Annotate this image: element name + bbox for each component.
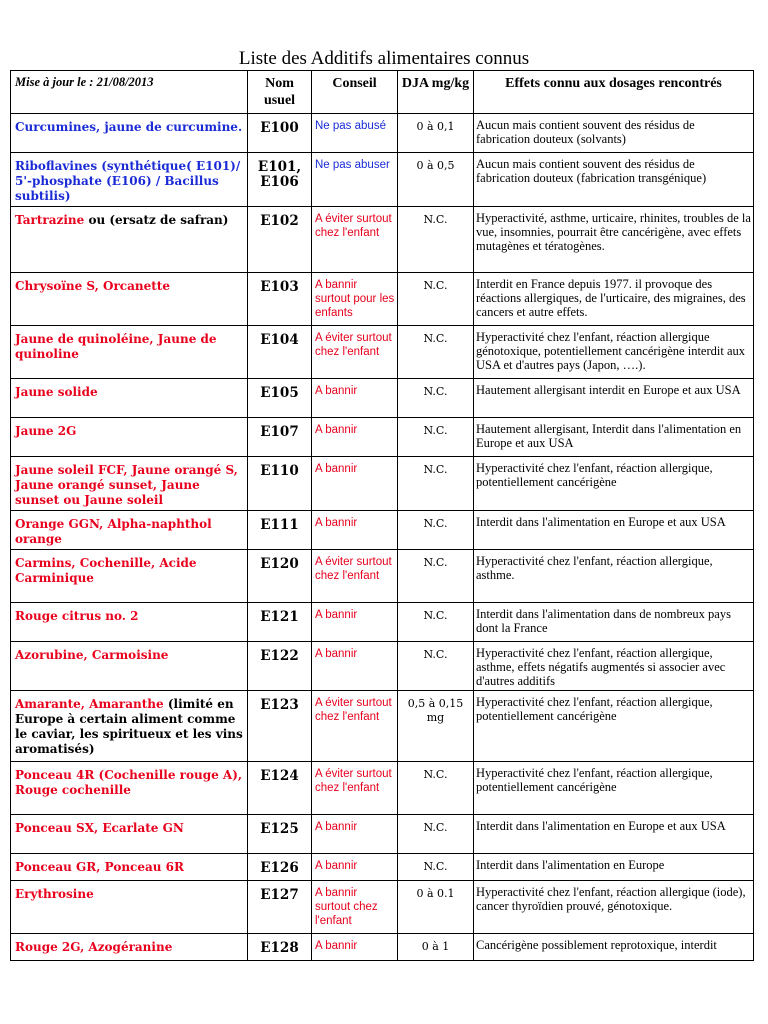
effects-description: Hautement allergisant, Interdit dans l'alimentation en Europe et aux USA xyxy=(474,418,754,457)
table-row xyxy=(11,854,754,881)
additive-name-note: ou (ersatz de safran) xyxy=(84,213,229,227)
header-conseil: Conseil xyxy=(312,71,398,114)
effects-description: Cancérigène possiblement reprotoxique, interdit xyxy=(474,934,754,961)
effects-description: Hyperactivité chez l'enfant, réaction allergique, potentiellement cancérigène xyxy=(474,457,754,511)
effects-description: Hyperactivité chez l'enfant, réaction allergique, potentiellement cancérigène xyxy=(474,691,754,762)
e-number: E102 xyxy=(248,207,312,273)
dja-value: N.C. xyxy=(398,642,474,691)
additive-name-text: Amarante, Amaranthe xyxy=(15,697,164,711)
table-row xyxy=(11,273,754,326)
e-number: E123 xyxy=(248,691,312,762)
e-number: E111 xyxy=(248,511,312,550)
additive-name xyxy=(11,379,248,418)
effects-description: Hyperactivité chez l'enfant, réaction allergique, asthme, effets négatifs augmentés si associer avec d'autres additifs xyxy=(474,642,754,691)
advice: A éviter surtout chez l'enfant xyxy=(312,326,398,379)
dja-value: N.C. xyxy=(398,273,474,326)
e-number: E110 xyxy=(248,457,312,511)
effects-description: Interdit dans l'alimentation dans de nombreux pays dont la France xyxy=(474,603,754,642)
effects-description: Hyperactivité chez l'enfant, réaction allergique (iode), cancer thyroïdien prouvé, génotoxique. xyxy=(474,881,754,934)
effects-description: Hyperactivité chez l'enfant, réaction allergique, asthme. xyxy=(474,550,754,603)
table-row xyxy=(11,550,754,603)
dja-value: N.C. xyxy=(398,550,474,603)
advice: A éviter surtout chez l'enfant xyxy=(312,207,398,273)
e-number: E122 xyxy=(248,642,312,691)
table-row xyxy=(11,326,754,379)
additive-name xyxy=(11,815,248,854)
e-number: E100 xyxy=(248,114,312,153)
advice: A bannir xyxy=(312,642,398,691)
additive-name xyxy=(11,603,248,642)
additive-name xyxy=(11,934,248,961)
advice: A bannir xyxy=(312,379,398,418)
advice: A bannir surtout pour les enfants xyxy=(312,273,398,326)
additive-name-text: Rouge citrus no. 2 xyxy=(15,609,139,623)
additive-name-text: Jaune de quinoléine, Jaune de quinoline xyxy=(15,332,217,361)
additive-name-text: Ponceau GR, Ponceau 6R xyxy=(15,860,184,874)
dja-value: 0 à 0.1 xyxy=(398,881,474,934)
effects-description: Interdit dans l'alimentation en Europe et aux USA xyxy=(474,511,754,550)
additive-name xyxy=(11,511,248,550)
dja-value: N.C. xyxy=(398,762,474,815)
e-number: E128 xyxy=(248,934,312,961)
additive-name-text: Erythrosine xyxy=(15,887,94,901)
advice: A éviter surtout chez l'enfant xyxy=(312,762,398,815)
additive-name-text: Jaune soleil FCF, Jaune orangé S, Jaune orangé sunset, Jaune sunset ou Jaune soleil xyxy=(15,463,238,507)
e-number: E104 xyxy=(248,326,312,379)
advice: A bannir xyxy=(312,603,398,642)
dja-value: 0 à 1 xyxy=(398,934,474,961)
advice: Ne pas abuser xyxy=(312,153,398,207)
additive-name-text: Chrysoïne S, Orcanette xyxy=(15,279,170,293)
additive-name xyxy=(11,881,248,934)
additive-name-text: Orange GGN, Alpha-naphthol orange xyxy=(15,517,212,546)
advice: A bannir xyxy=(312,854,398,881)
additives-table xyxy=(10,70,754,961)
dja-value: N.C. xyxy=(398,207,474,273)
dja-value: N.C. xyxy=(398,418,474,457)
header-effets: Effets connu aux dosages rencontrés xyxy=(474,71,754,114)
table-row xyxy=(11,379,754,418)
e-number: E126 xyxy=(248,854,312,881)
effects-description: Interdit en France depuis 1977. il provoque des réactions allergiques, de l'urticaire, des migraines, des cancers et autre effets. xyxy=(474,273,754,326)
dja-value: N.C. xyxy=(398,511,474,550)
effects-description: Hyperactivité, asthme, urticaire, rhinites, troubles de la vue, insomnies, pourrait être cancérigène, avec effets mutagènes et tératogènes. xyxy=(474,207,754,273)
advice: A bannir xyxy=(312,815,398,854)
table-row xyxy=(11,418,754,457)
additive-name-text: Ponceau SX, Ecarlate GN xyxy=(15,821,184,835)
table-row xyxy=(11,114,754,153)
additive-name-note: (limité en Europe à certain aliment comme le caviar, les spiritueux et les vins aromatisés) xyxy=(15,697,243,756)
advice: A bannir xyxy=(312,457,398,511)
table-row xyxy=(11,207,754,273)
additive-name xyxy=(11,326,248,379)
table-row xyxy=(11,603,754,642)
advice: Ne pas abusé xyxy=(312,114,398,153)
e-number: E120 xyxy=(248,550,312,603)
effects-description: Hautement allergisant interdit en Europe et aux USA xyxy=(474,379,754,418)
additive-name-text: Ponceau 4R (Cochenille rouge A), Rouge cochenille xyxy=(15,768,243,797)
e-number: E125 xyxy=(248,815,312,854)
additive-name-text: Riboflavines (synthétique( E101)/ 5'-phosphate (E106) / Bacillus subtilis) xyxy=(15,159,241,203)
advice: A bannir xyxy=(312,418,398,457)
update-date: Mise à jour le : 21/08/2013 xyxy=(11,71,248,114)
additive-name xyxy=(11,457,248,511)
dja-value: 0,5 à 0,15 mg xyxy=(398,691,474,762)
e-number: E105 xyxy=(248,379,312,418)
advice: A bannir xyxy=(312,511,398,550)
effects-description: Aucun mais contient souvent des résidus de fabrication douteux (fabrication transgénique) xyxy=(474,153,754,207)
dja-value: N.C. xyxy=(398,326,474,379)
table-row xyxy=(11,457,754,511)
table-row xyxy=(11,934,754,961)
additive-name xyxy=(11,273,248,326)
dja-value: 0 à 0,5 xyxy=(398,153,474,207)
additive-name xyxy=(11,854,248,881)
additive-name xyxy=(11,691,248,762)
table-row xyxy=(11,691,754,762)
e-number: E107 xyxy=(248,418,312,457)
e-number: E103 xyxy=(248,273,312,326)
effects-description: Interdit dans l'alimentation en Europe et aux USA xyxy=(474,815,754,854)
additive-name xyxy=(11,418,248,457)
advice: A bannir surtout chez l'enfant xyxy=(312,881,398,934)
header-nom-usuel: Nom usuel xyxy=(248,71,312,114)
table-header-row xyxy=(11,71,754,114)
advice: A bannir xyxy=(312,934,398,961)
table-row xyxy=(11,881,754,934)
additive-name-text: Jaune solide xyxy=(15,385,98,399)
additive-name xyxy=(11,153,248,207)
e-number: E101, E106 xyxy=(248,153,312,207)
additive-name-text: Curcumines, jaune de curcumine. xyxy=(15,120,243,134)
dja-value: N.C. xyxy=(398,379,474,418)
dja-value: N.C. xyxy=(398,603,474,642)
additive-name xyxy=(11,114,248,153)
table-row xyxy=(11,815,754,854)
additive-name xyxy=(11,550,248,603)
additive-name-text: Carmins, Cochenille, Acide Carminique xyxy=(15,556,197,585)
header-dja: DJA mg/kg xyxy=(398,71,474,114)
dja-value: N.C. xyxy=(398,854,474,881)
table-row xyxy=(11,642,754,691)
additive-name xyxy=(11,207,248,273)
additive-name xyxy=(11,762,248,815)
additive-name-text: Jaune 2G xyxy=(15,424,77,438)
additive-name xyxy=(11,642,248,691)
table-row xyxy=(11,153,754,207)
table-row xyxy=(11,762,754,815)
dja-value: N.C. xyxy=(398,457,474,511)
table-row xyxy=(11,511,754,550)
additive-name-text: Tartrazine xyxy=(15,213,85,227)
dja-value: 0 à 0,1 xyxy=(398,114,474,153)
additive-name-text: Rouge 2G, Azogéranine xyxy=(15,940,173,954)
advice: A éviter surtout chez l'enfant xyxy=(312,550,398,603)
advice: A éviter surtout chez l'enfant xyxy=(312,691,398,762)
additive-name-text: Azorubine, Carmoisine xyxy=(15,648,169,662)
e-number: E121 xyxy=(248,603,312,642)
e-number: E127 xyxy=(248,881,312,934)
effects-description: Hyperactivité chez l'enfant, réaction allergique, potentiellement cancérigène xyxy=(474,762,754,815)
dja-value: N.C. xyxy=(398,815,474,854)
e-number: E124 xyxy=(248,762,312,815)
effects-description: Hyperactivité chez l'enfant, réaction allergique génotoxique, potentiellement cancérigène interdit aux USA et d'autres pays (Japon, ….). xyxy=(474,326,754,379)
effects-description: Aucun mais contient souvent des résidus de fabrication douteux (solvants) xyxy=(474,114,754,153)
page-title: Liste des Additifs alimentaires connus xyxy=(238,48,530,69)
effects-description: Interdit dans l'alimentation en Europe xyxy=(474,854,754,881)
